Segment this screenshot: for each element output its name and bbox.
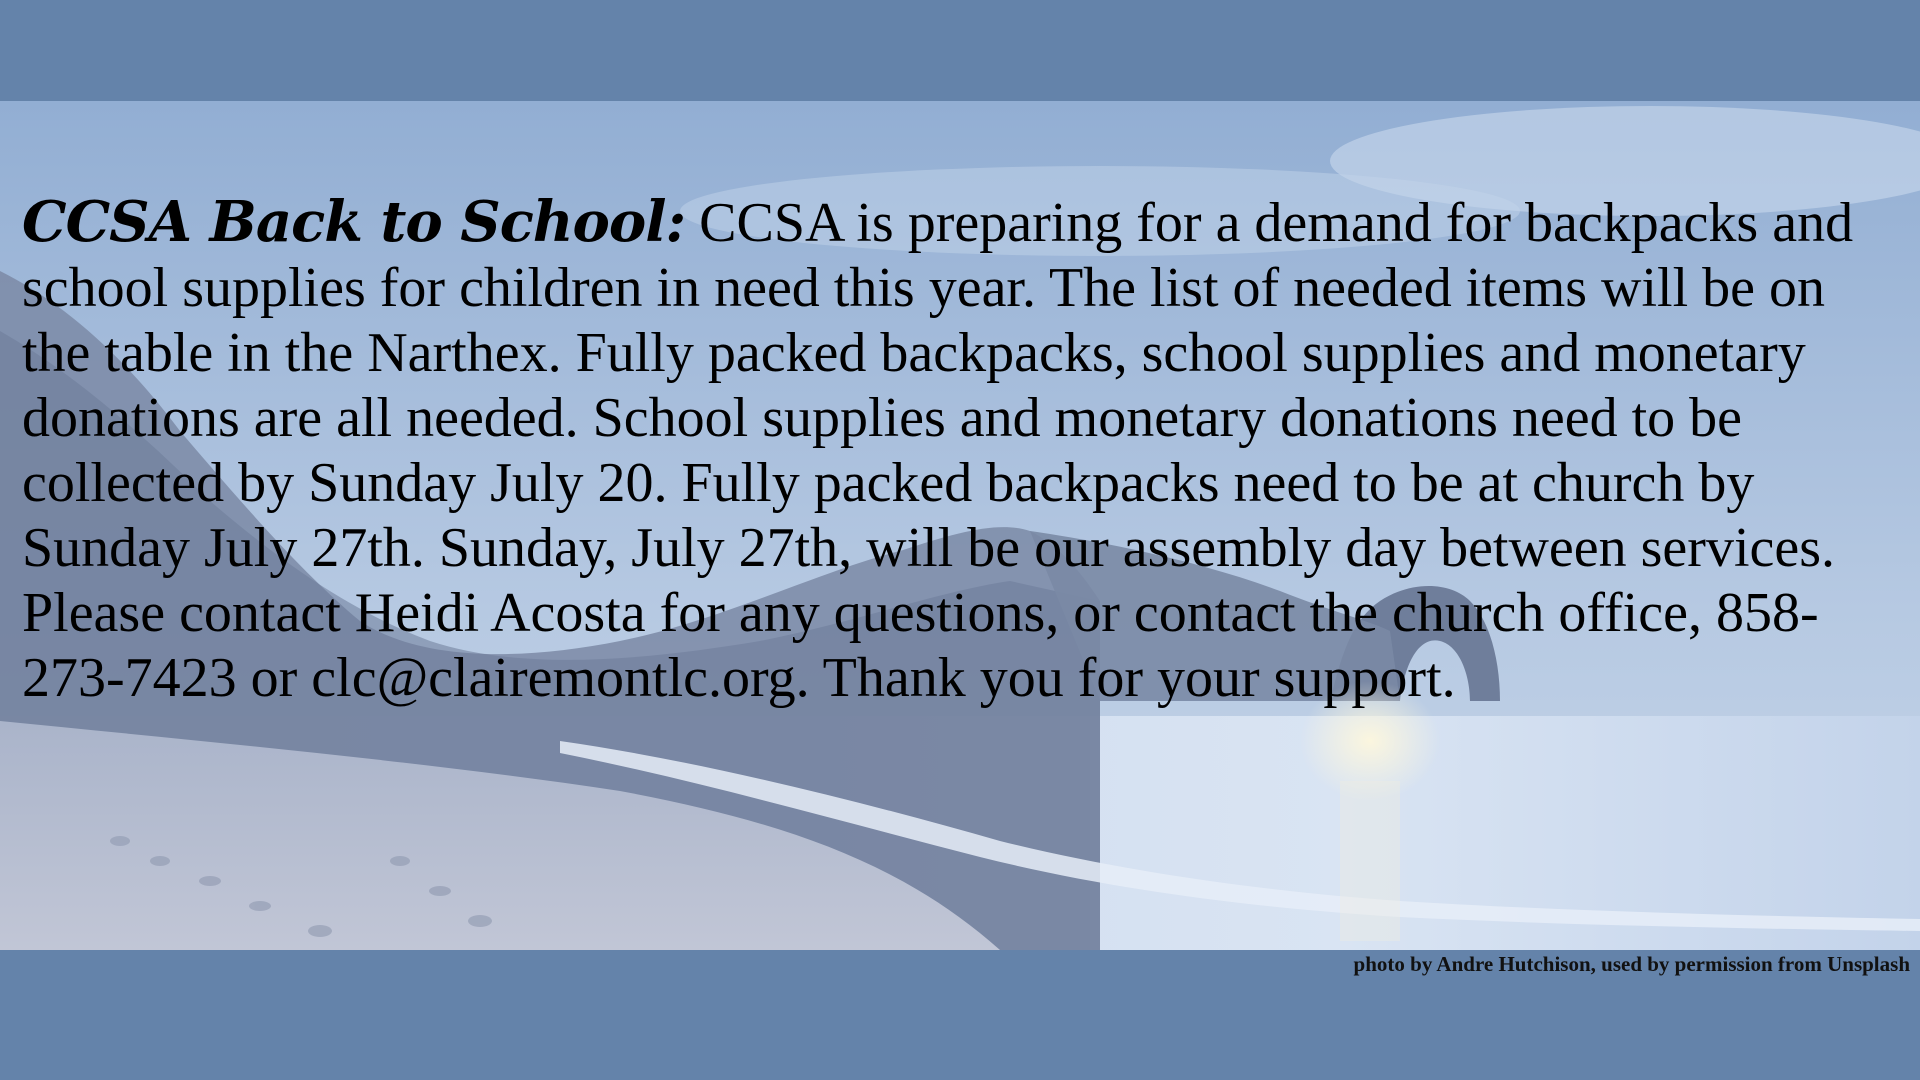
announcement-body: CCSA is preparing for a demand for backpacks and school supplies for children in need this year. The list of needed items will be on the table in the Narthex. Fully packed backpacks, school supplies and monetary donations are all needed. School supplies and monetary donations need to be collected by Sunday July 20. Fully packed backpacks need to be at church by Sunday July 27th. Sunday, July 27th, will be our assembly day between services. Please contact Heidi Acosta for any questions, or contact the church office, 858-273-7423 or clc@clairemontlc.org. Thank you for your support. — [22, 192, 1854, 709]
announcement-heading: CCSA Back to School: — [22, 189, 686, 255]
photo-credit: photo by Andre Hutchison, used by permission from Unsplash — [1353, 952, 1910, 976]
announcement-text — [22, 190, 1892, 711]
